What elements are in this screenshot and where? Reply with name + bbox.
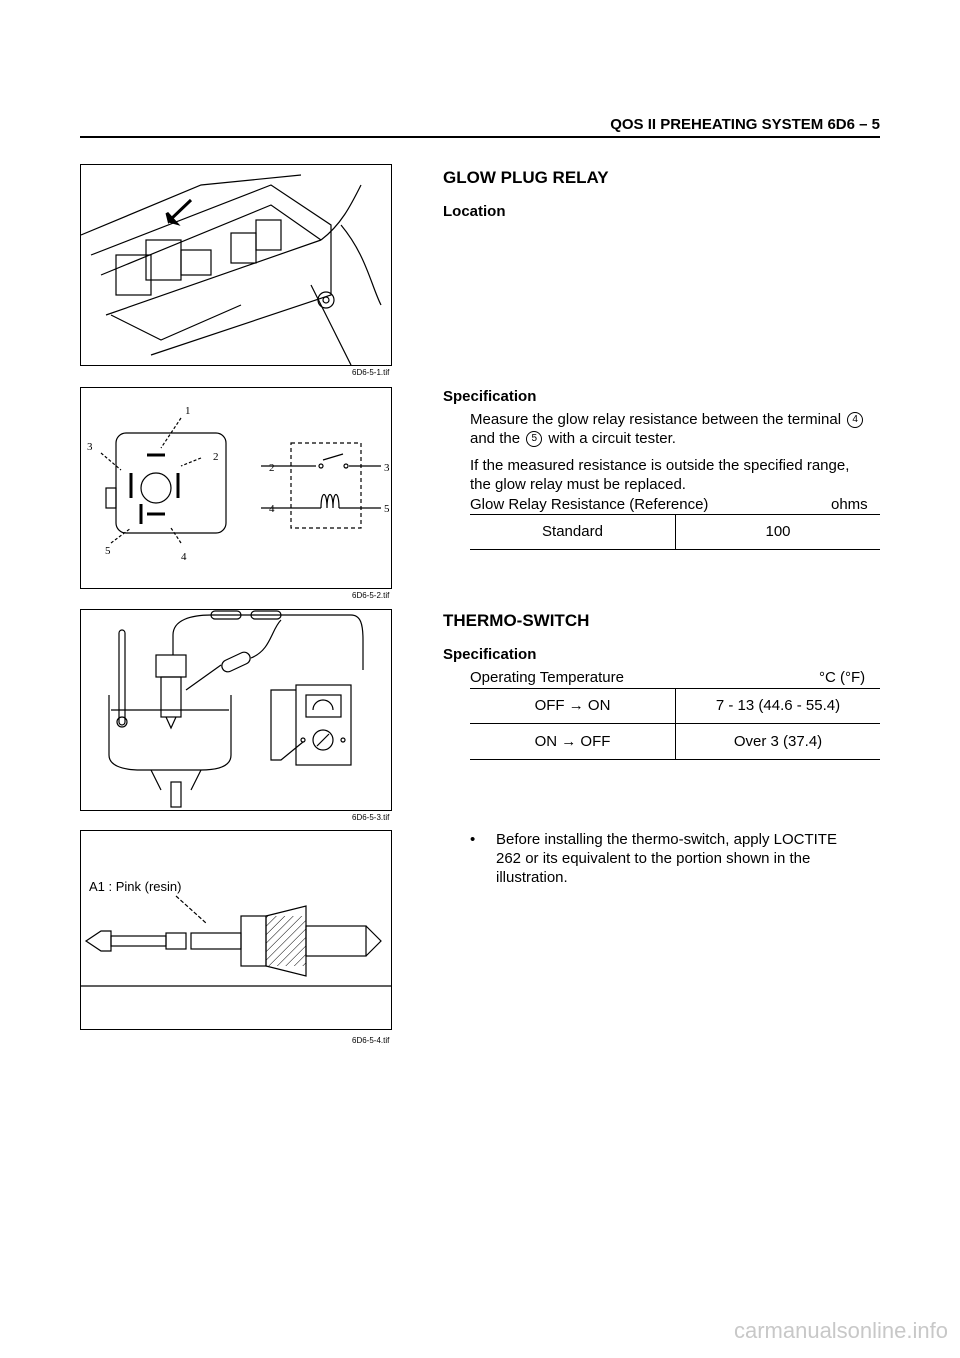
figure-caption: 6D6-5-2.tif bbox=[352, 591, 390, 600]
table-cell: Standard bbox=[470, 514, 676, 550]
table-row bbox=[470, 724, 880, 760]
table-cell: ON → OFF bbox=[470, 724, 676, 760]
schematic-label: 5 bbox=[384, 503, 390, 515]
table-cell: OFF → ON bbox=[470, 688, 676, 724]
figure-caption: 6D6-5-1.tif bbox=[352, 368, 390, 377]
schematic-label: 3 bbox=[384, 462, 390, 474]
replace-note: If the measured resistance is outside the specified range, the glow relay must be replaced. bbox=[470, 457, 850, 493]
figure-caption: 6D6-5-3.tif bbox=[352, 813, 390, 822]
figure-thermo-test bbox=[80, 609, 392, 811]
table-row bbox=[470, 688, 880, 724]
specification-label: Specification bbox=[443, 646, 537, 663]
measure-text-b: and the bbox=[470, 430, 521, 447]
figure-relay-terminals bbox=[80, 387, 392, 589]
resin-label: A1 : Pink (resin) bbox=[89, 879, 182, 894]
table-row bbox=[470, 514, 880, 550]
schematic-label: 4 bbox=[269, 503, 275, 515]
relay-table-unit: ohms bbox=[831, 496, 868, 513]
measure-instruction bbox=[470, 410, 880, 448]
location-label: Location bbox=[443, 203, 506, 220]
terminal-label: 1 bbox=[185, 405, 191, 417]
figure-loctite bbox=[80, 830, 392, 1030]
relay-location-illustration bbox=[81, 165, 391, 365]
thermo-switch-test-illustration bbox=[81, 610, 391, 810]
terminal-label: 5 bbox=[105, 545, 111, 557]
terminal-5-symbol: 5 bbox=[526, 431, 542, 447]
relay-table-title: Glow Relay Resistance (Reference) bbox=[470, 496, 709, 513]
terminal-label: 3 bbox=[87, 441, 93, 453]
terminal-4-symbol: 4 bbox=[847, 412, 863, 428]
table-cell: 7 - 13 (44.6 - 55.4) bbox=[676, 688, 881, 724]
header-rule bbox=[80, 136, 880, 138]
figure-caption: 6D6-5-4.tif bbox=[352, 1036, 390, 1045]
figure-relay-location bbox=[80, 164, 392, 366]
watermark: carmanualsonline.info bbox=[733, 1318, 948, 1343]
table-cell: Over 3 (37.4) bbox=[676, 724, 881, 760]
bullet-marker: • bbox=[470, 831, 476, 848]
loctite-note: Before installing the thermo-switch, apply LOCTITE 262 or its equivalent to the portion shown in the illustration. bbox=[496, 831, 837, 886]
relay-resistance-table bbox=[470, 514, 880, 550]
thermo-table-title: Operating Temperature bbox=[470, 669, 624, 686]
terminal-label: 2 bbox=[213, 451, 219, 463]
relay-terminal-diagram bbox=[81, 388, 391, 588]
measure-text-c: with a circuit tester. bbox=[548, 430, 676, 447]
section-heading-thermo-switch: THERMO-SWITCH bbox=[443, 611, 590, 630]
measure-text-a: Measure the glow relay resistance between the terminal bbox=[470, 411, 842, 428]
section-heading-glow-plug-relay: GLOW PLUG RELAY bbox=[443, 168, 609, 187]
page-header-title: QOS II PREHEATING SYSTEM 6D6 – 5 bbox=[610, 116, 880, 133]
thermo-temperature-table bbox=[470, 688, 880, 760]
thermo-table-unit: °C (°F) bbox=[819, 669, 866, 686]
terminal-label: 4 bbox=[181, 551, 187, 563]
thermo-switch-loctite-illustration bbox=[81, 831, 391, 1029]
schematic-label: 2 bbox=[269, 462, 275, 474]
specification-label: Specification bbox=[443, 388, 537, 405]
table-cell: 100 bbox=[676, 514, 881, 550]
